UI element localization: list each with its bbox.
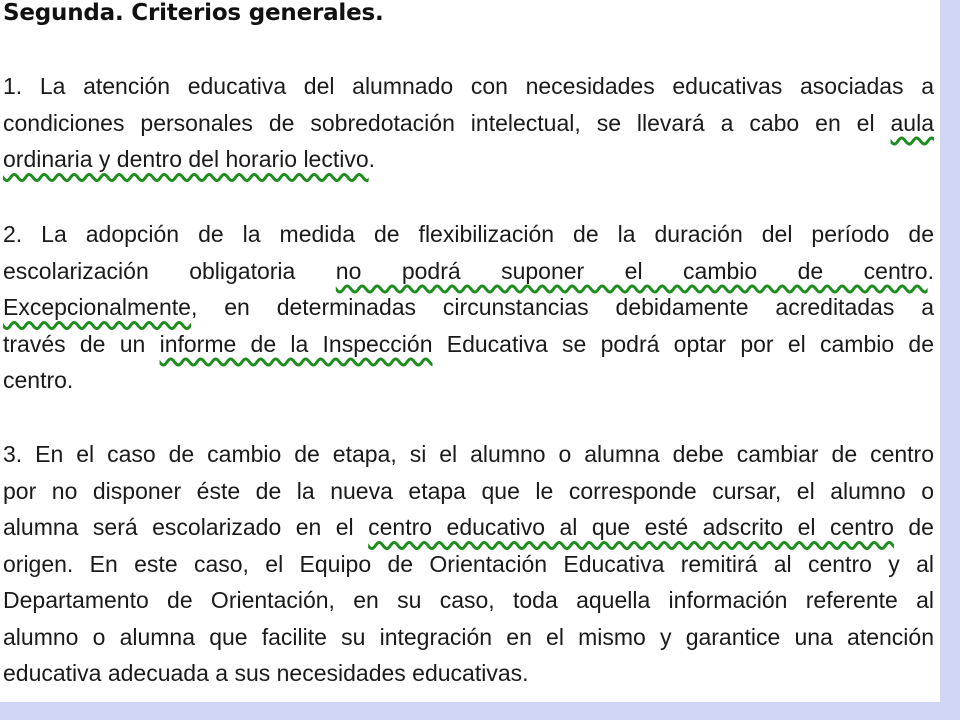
paragraph-1 <box>3 68 934 178</box>
highlight-ordinaria-horario-lectivo: ordinaria y dentro del horario lectivo <box>3 146 369 172</box>
section-heading: Segunda. Criterios generales. <box>3 0 384 26</box>
paragraph-2-line-4: través de un informe de la Inspección Educativa se podrá optar por el cambio de <box>3 330 934 357</box>
highlight-aula: aula <box>890 109 934 136</box>
paragraph-3-line-7: educativa adecuada a sus necesidades educativas. <box>3 660 529 686</box>
paragraph-3 <box>3 436 934 692</box>
paragraph-3-line-3: alumna será escolarizado en el centro educativo al que esté adscrito el centro de <box>3 514 934 540</box>
highlight-centro-adscrito: centro educativo al que esté adscrito el centro <box>368 514 894 540</box>
right-frame-band <box>940 0 960 720</box>
paragraph-2-line-5: centro. <box>3 367 74 393</box>
paragraph-2-line-2: escolarización obligatoria no podrá suponer el cambio de centro. <box>3 257 934 284</box>
paragraph-1-line-3: ordinaria y dentro del horario lectivo. <box>3 146 376 172</box>
paragraph-3-line-4: origen. En este caso, el Equipo de Orientación Educativa remitirá al centro y al <box>3 550 934 577</box>
highlight-excepcionalmente: Excepcionalmente <box>3 294 191 320</box>
paragraph-1-line-2: condiciones personales de sobredotación intelectual, se llevará a cabo en el aula <box>3 109 934 136</box>
paragraph-2-line-1: 2. La adopción de la medida de flexibilización de la duración del período de <box>3 221 934 247</box>
paragraph-1-line-1: 1. La atención educativa del alumnado con necesidades educativas asociadas a <box>3 73 934 99</box>
paragraph-3-line-1: 3. En el caso de cambio de etapa, si el alumno o alumna debe cambiar de centro <box>3 441 934 467</box>
highlight-no-podra-suponer: no podrá suponer el cambio de centro <box>335 257 928 284</box>
highlight-informe-inspeccion: informe de la Inspección <box>159 330 433 357</box>
paragraph-3-line-6: alumno o alumna que facilite su integración en el mismo y garantice una atención <box>3 623 934 650</box>
paragraph-2-line-3: Excepcionalmente, en determinadas circunstancias debidamente acreditadas a <box>3 294 934 320</box>
paragraph-3-line-2: por no disponer éste de la nueva etapa que le corresponde cursar, el alumno o <box>3 477 934 504</box>
paragraph-2 <box>3 216 934 399</box>
bottom-frame-band <box>0 702 960 720</box>
paragraph-3-line-5: Departamento de Orientación, en su caso, toda aquella información referente al <box>3 587 934 613</box>
